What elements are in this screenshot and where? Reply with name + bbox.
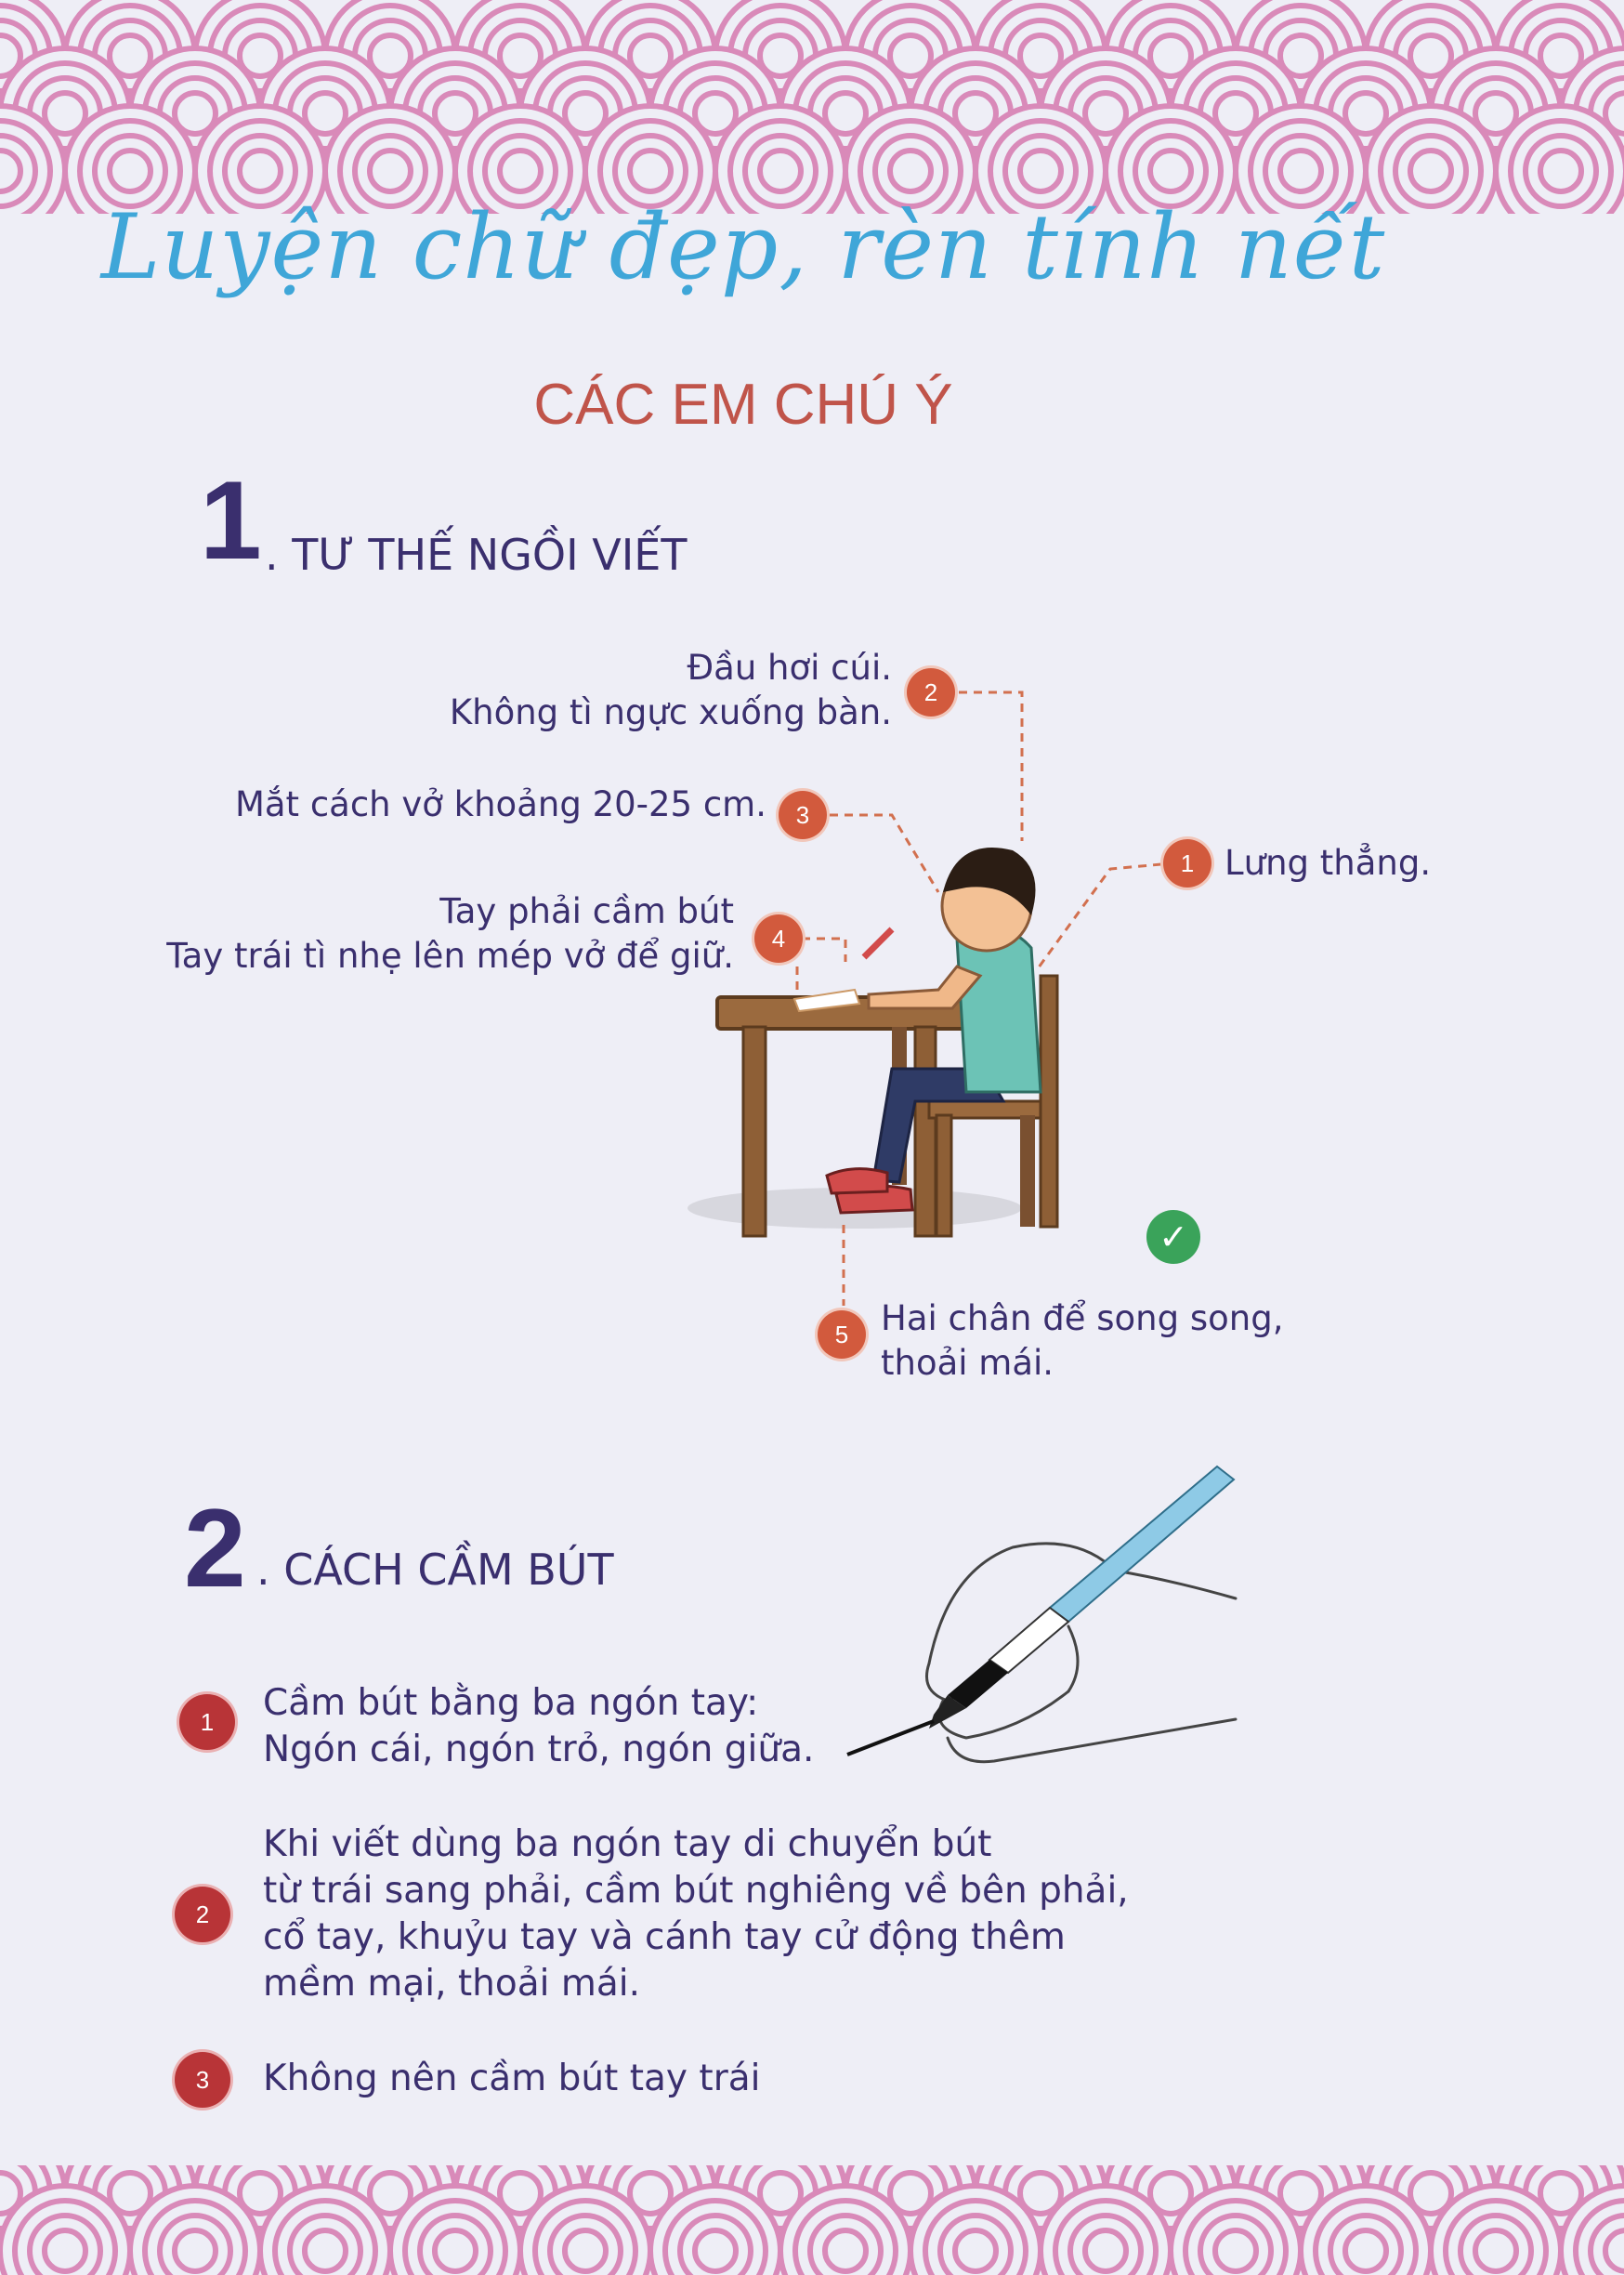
label-head-tilt: Đầu hơi cúi. Không tì ngực xuống bàn. [449,648,892,732]
badge-2: 2 [907,668,955,717]
step-badge-1: 1 [179,1694,235,1750]
label-feet: Hai chân để song song, thoải mái. [881,1298,1284,1383]
section2-number: 2 [184,1486,246,1611]
step-badge-3: 3 [175,2052,230,2108]
page-title: Luyện chữ đẹp, rèn tính nết [100,195,1386,299]
step-badge-2: 2 [175,1887,230,1942]
step-2-text: Khi viết dùng ba ngón tay di chuyển bút từ trái sang phải, cầm bút nghiêng về bên phải, cổ tay, khuỷu tay và cánh tay cử động thêm mềm mại, thoải mái. [263,1823,1129,2005]
label-straight-back: Lưng thẳng. [1225,843,1432,883]
badge-5: 5 [818,1310,866,1359]
section1-heading: . TƯ THẾ NGỒI VIẾT [265,530,688,580]
label-hands: Tay phải cầm bút Tay trái tì nhẹ lên mép vở để giữ. [166,891,734,976]
badge-4: 4 [754,914,803,963]
badge-1: 1 [1163,839,1211,888]
label-eye-distance: Mắt cách vở khoảng 20-25 cm. [234,784,766,824]
step-3-text: Không nên cầm bút tay trái [263,2058,761,2099]
badge-3: 3 [779,791,827,839]
page-subtitle: CÁC EM CHÚ Ý [533,373,953,437]
section1-number: 1 [200,458,262,583]
section2-heading: . CÁCH CẦM BÚT [256,1545,614,1595]
check-circle-icon: ✓ [1146,1210,1200,1264]
step-1-text: Cầm bút bằng ba ngón tay: Ngón cái, ngón trỏ, ngón giữa. [263,1682,815,1770]
